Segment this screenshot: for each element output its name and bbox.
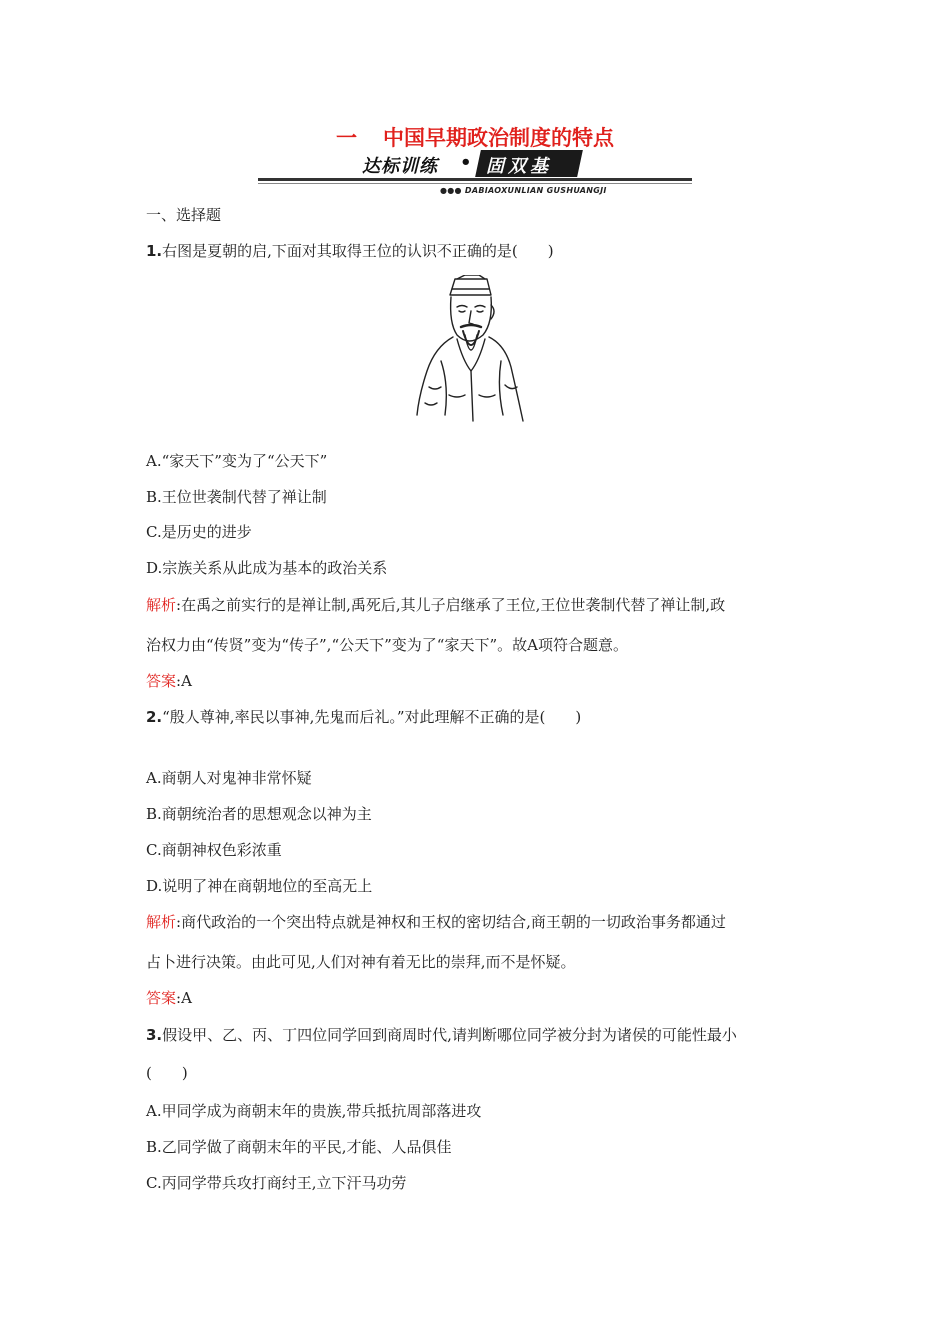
question-3-option-c: C.丙同学带兵攻打商纣王,立下汗马功劳 [146,1174,407,1192]
question-3-text: 假设甲、乙、丙、丁四位同学回到商周时代,请判断哪位同学被分封为诸侯的可能性最小 [162,1026,737,1044]
banner-dot: • [460,152,472,173]
question-2-analysis [146,911,726,932]
question-3-stem-paren: ( ) [146,1064,188,1082]
question-2-option-b: B.商朝统治者的思想观念以神为主 [146,805,372,823]
question-1-option-a: A.“家天下”变为了“公天下” [146,452,328,470]
question-1-answer-value: :A [176,672,192,690]
question-1-text: 右图是夏朝的启,下面对其取得王位的认识不正确的是( ) [162,242,554,260]
question-2-answer-label: 答案 [146,989,177,1007]
question-1-analysis [146,594,725,615]
qi-portrait-illustration [405,275,537,425]
question-1-option-d: D.宗族关系从此成为基本的政治关系 [146,559,388,577]
question-2-analysis-line-2: 占卜进行决策。由此可见,人们对神有着无比的崇拜,而不是怀疑。 [146,953,576,971]
question-2-answer [146,987,192,1008]
question-1-number: 1. [146,242,163,260]
question-1-answer-label: 答案 [146,672,177,690]
question-1-analysis-line-2: 治权力由“传贤”变为“传子”,“公天下”变为了“家天下”。故A项符合题意。 [146,636,628,654]
section-heading: 一、选择题 [146,206,222,224]
question-2-option-c: C.商朝神权色彩浓重 [146,841,282,859]
question-2-text: “殷人尊神,率民以事神,先鬼而后礼。”对此理解不正确的是( ) [162,708,582,726]
question-1-option-b: B.王位世袭制代替了禅让制 [146,488,327,506]
header-rule [258,178,692,181]
question-2-analysis-label: 解析 [146,913,177,931]
question-2-option-d: D.说明了神在商朝地位的至高无上 [146,877,373,895]
banner-boxed-text: 固双基 [486,156,552,177]
question-2-stem [146,706,581,727]
question-1-analysis-label: 解析 [146,596,177,614]
question-1-stem [146,240,554,261]
question-1-option-c: C.是历史的进步 [146,523,252,541]
question-2-number: 2. [146,708,163,726]
banner-label: 达标训练 [362,156,438,177]
question-3-number: 3. [146,1026,163,1044]
title-number: 一 [336,126,357,150]
title-text: 中国早期政治制度的特点 [383,126,614,150]
page-title [0,122,950,152]
header-rule-thin [258,183,692,184]
question-3-stem [146,1024,737,1045]
banner-subtitle: ●●● DABIAOXUNLIAN GUSHUANGJI [440,186,607,195]
question-2-analysis-line-1: :商代政治的一个突出特点就是神权和王权的密切结合,商王朝的一切政治事务都通过 [176,913,726,931]
question-2-option-a: A.商朝人对鬼神非常怀疑 [146,769,312,787]
question-1-analysis-line-1: :在禹之前实行的是禅让制,禹死后,其儿子启继承了王位,王位世袭制代替了禅让制,政 [176,596,726,614]
question-2-answer-value: :A [176,989,192,1007]
question-3-option-a: A.甲同学成为商朝末年的贵族,带兵抵抗周部落进攻 [146,1102,482,1120]
question-3-option-b: B.乙同学做了商朝末年的平民,才能、人品俱佳 [146,1138,452,1156]
question-1-answer [146,670,192,691]
